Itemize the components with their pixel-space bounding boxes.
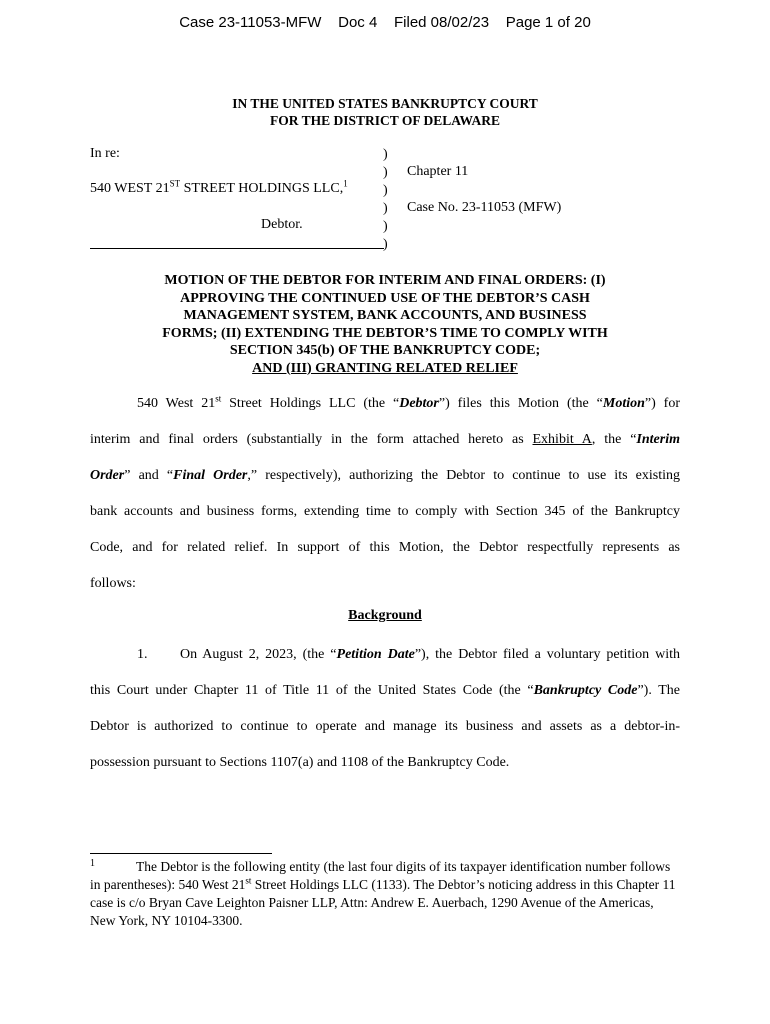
- court-line: IN THE UNITED STATES BANKRUPTCY COURT: [232, 96, 538, 111]
- caption-parens: ) ) ) ) ) ): [383, 147, 388, 252]
- court-line: FOR THE DISTRICT OF DELAWARE: [269, 113, 501, 128]
- footnote-ref[interactable]: 1: [343, 178, 348, 189]
- debtor-label: Debtor.: [261, 217, 303, 232]
- in-re-label: In re:: [90, 146, 120, 161]
- footnote-rule: [90, 853, 272, 854]
- case-number: Case No. 23-11053 (MFW): [407, 200, 562, 215]
- footnote-number: 1: [90, 858, 95, 869]
- paragraph-1: 1. On August 2, 2023, (the “Petition Date”), the Debtor filed a voluntary petition with this Court under Chapter 11 of Title 11 of the United States Code (the “Bankruptcy Code”). The Debtor is authorized to continue to operate and manage its business and assets as a debtor-in- possession pursuant to Sections 1107(a) and 1108 of the Bankruptcy Code.: [90, 637, 680, 781]
- chapter-label: Chapter 11: [407, 164, 469, 179]
- paragraph-number: 1.: [137, 647, 148, 662]
- exhibit-a-link[interactable]: Exhibit A: [532, 432, 592, 447]
- court-name: [0, 95, 770, 129]
- background-heading: Background: [348, 608, 422, 623]
- caption-rule: [90, 248, 384, 249]
- case-header: Case 23-11053-MFW Doc 4 Filed 08/02/23 Page 1 of 20: [179, 14, 591, 31]
- debtor-name: 540 WEST 21ST STREET HOLDINGS LLC,$^1$: [90, 178, 348, 196]
- footnote: $^1$ The Debtor is the following entity (the last four digits of its taxpayer identification number follows in parentheses): 540 West 21st Street Holdings LLC (1133). The Debtor’s noticing address in this Chapter 11 case is c/o Bryan Cave Leighton Paisner LLP, Attn: Andrew E. Auerbach, 1290 Avenue of the Americas, New York, NY 10104-3300.: [90, 858, 676, 928]
- intro-paragraph: 540 West 21st Street Holdings LLC (the “Debtor”) files this Motion (the “Motion”) for interim and final orders (substantially in the form attached hereto as Exhibit A, the “Interim Order” and “Final Order,” respectively), authorizing the Debtor to continue to use its existing bank accounts and business forms, extending time to comply with Section 345 of the Bankruptcy Code, and for related relief. In support of this Motion, the Debtor respectfully represents as follows:: [90, 393, 681, 591]
- motion-title: MOTION OF THE DEBTOR FOR INTERIM AND FINAL ORDERS: (I) APPROVING THE CONTINUED USE OF THE DEBTOR’S CASH MANAGEMENT SYSTEM, BANK ACCOUNTS, AND BUSINESS FORMS; (II) EXTENDING THE DEBTOR’S TIME TO COMPLY WITH SECTION 345(b) OF THE BANKRUPTCY CODE; AND (III) GRANTING RELATED RELIEF: [162, 273, 608, 376]
